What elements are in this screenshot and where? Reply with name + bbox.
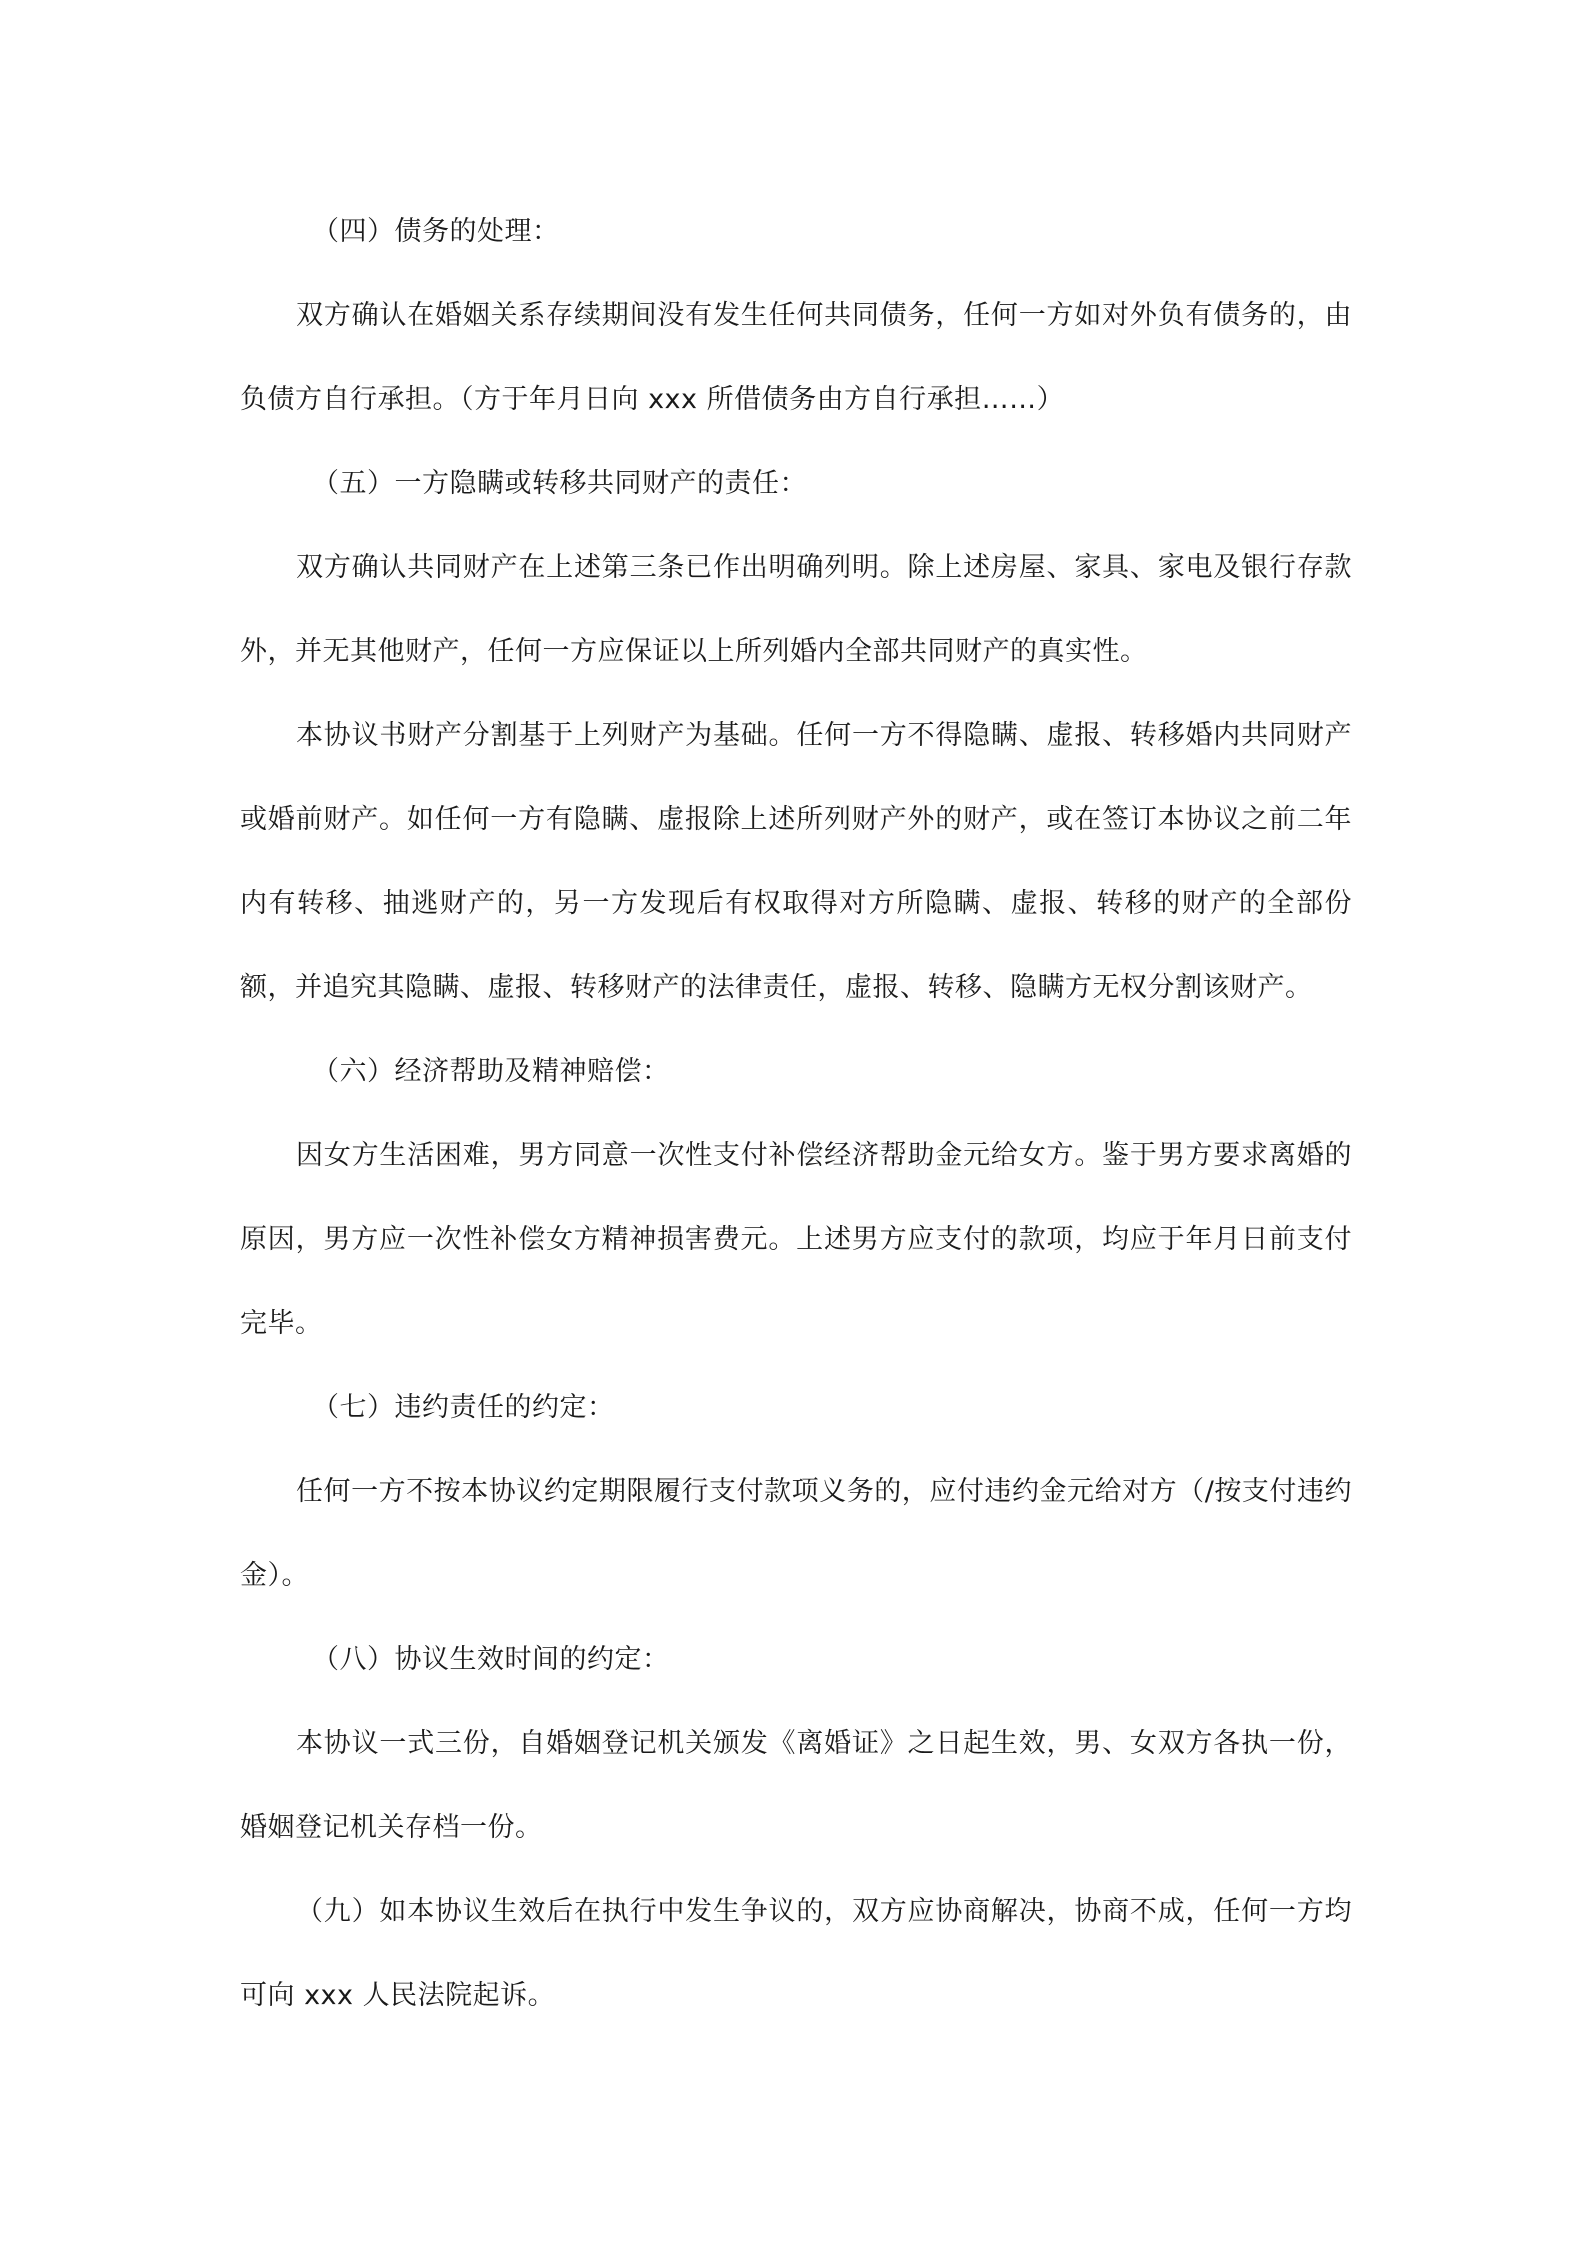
section-heading-concealment: （五）一方隐瞒或转移共同财产的责任： (312, 468, 807, 499)
paragraph-dispute: （九）如本协议生效后在执行中发生争议的，双方应协商解决，协商不成，任何一方均可向 xxx 人民法院起诉。 (240, 1896, 1352, 2011)
section-heading-debts: （四）债务的处理： (312, 216, 560, 247)
paragraph-effective-date: 本协议一式三份，自婚姻登记机关颁发《离婚证》之日起生效，男、女双方各执一份，婚姻登记机关存档一份。 (240, 1728, 1352, 1843)
section-heading-effective-date: （八）协议生效时间的约定： (312, 1644, 670, 1675)
paragraph-breach: 任何一方不按本协议约定期限履行支付款项义务的，应付违约金元给对方（/按支付违约金）。 (240, 1476, 1352, 1591)
paragraph-property-confirmation: 双方确认共同财产在上述第三条已作出明确列明。除上述房屋、家具、家电及银行存款外，并无其他财产，任何一方应保证以上所列婚内全部共同财产的真实性。 (240, 552, 1352, 667)
section-heading-compensation: （六）经济帮助及精神赔偿： (312, 1056, 670, 1087)
section-heading-breach: （七）违约责任的约定： (312, 1392, 615, 1423)
paragraph-property-division: 本协议书财产分割基于上列财产为基础。任何一方不得隐瞒、虚报、转移婚内共同财产或婚前财产。如任何一方有隐瞒、虚报除上述所列财产外的财产，或在签订本协议之前二年内有转移、抽逃财产的，另一方发现后有权取得对方所隐瞒、虚报、转移的财产的全部份额，并追究其隐瞒、虚报、转移财产的法律责任，虚报、转移、隐瞒方无权分割该财产。 (240, 720, 1352, 1003)
paragraph-compensation: 因女方生活困难，男方同意一次性支付补偿经济帮助金元给女方。鉴于男方要求离婚的原因，男方应一次性补偿女方精神损害费元。上述男方应支付的款项，均应于年月日前支付完毕。 (240, 1140, 1352, 1339)
paragraph-debts: 双方确认在婚姻关系存续期间没有发生任何共同债务，任何一方如对外负有债务的，由负债方自行承担。（方于年月日向 xxx 所借债务由方自行承担……） (240, 300, 1352, 415)
document-body (240, 190, 1352, 2038)
